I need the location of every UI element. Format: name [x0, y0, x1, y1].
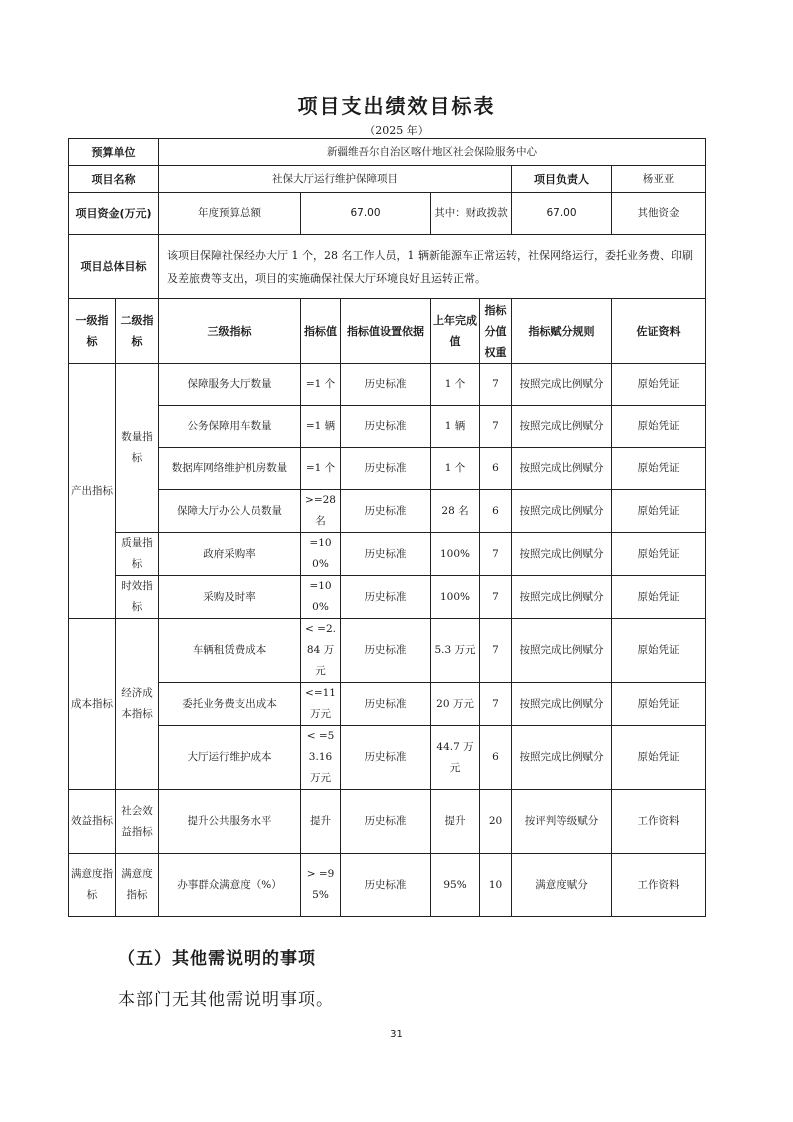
indicator-name: 数据库网络维护机房数量	[159, 448, 301, 490]
indicator-prev: 1 个	[431, 448, 480, 490]
col-weight: 指标分值权重	[480, 299, 512, 364]
indicator-evidence: 工作资料	[612, 854, 706, 917]
unit-value: 新疆维吾尔自治区喀什地区社会保险服务中心	[159, 139, 706, 166]
col-basis: 指标值设置依据	[341, 299, 431, 364]
project-row	[69, 166, 706, 193]
indicator-prev: 100%	[431, 576, 480, 619]
indicator-rule: 按照完成比例赋分	[512, 533, 612, 576]
indicator-evidence: 原始凭证	[612, 533, 706, 576]
fund-label: 项目资金(万元)	[69, 193, 159, 235]
col-level2: 二级指标	[116, 299, 159, 364]
indicator-rule: 按照完成比例赋分	[512, 683, 612, 726]
indicator-prev: 100%	[431, 533, 480, 576]
indicator-value: =100%	[301, 533, 341, 576]
fiscal-value: 67.00	[512, 193, 612, 235]
col-evidence: 佐证资料	[612, 299, 706, 364]
indicator-prev: 95%	[431, 854, 480, 917]
col-prev: 上年完成值	[431, 299, 480, 364]
indicator-name: 采购及时率	[159, 576, 301, 619]
level2-satisfaction: 满意度指标	[116, 854, 159, 917]
indicator-evidence: 原始凭证	[612, 619, 706, 683]
indicator-evidence: 工作资料	[612, 790, 706, 854]
indicator-weight: 7	[480, 683, 512, 726]
indicator-evidence: 原始凭证	[612, 448, 706, 490]
indicator-weight: 7	[480, 406, 512, 448]
level2-economic-cost: 经济成本指标	[116, 619, 159, 790]
indicator-basis: 历史标准	[341, 533, 431, 576]
indicator-rule: 按照完成比例赋分	[512, 448, 612, 490]
table-row	[69, 790, 706, 854]
fiscal-label: 其中：财政拨款	[431, 193, 512, 235]
indicator-basis: 历史标准	[341, 854, 431, 917]
annual-value: 67.00	[301, 193, 431, 235]
goal-value: 该项目保障社保经办大厅 1 个，28 名工作人员，1 辆新能源车正常运转，社保网络运行，委托业务费、印刷及差旅费等支出，项目的实施确保社保大厅环境良好且运转正常。	[159, 235, 706, 299]
indicator-basis: 历史标准	[341, 490, 431, 533]
leader-value: 杨亚亚	[612, 166, 706, 193]
indicator-rule: 按照完成比例赋分	[512, 619, 612, 683]
indicator-value: >=28 名	[301, 490, 341, 533]
level2-quality: 质量指标	[116, 533, 159, 576]
indicator-weight: 20	[480, 790, 512, 854]
indicator-value: > =95%	[301, 854, 341, 917]
performance-goal-table	[68, 138, 706, 917]
indicator-prev: 1 个	[431, 364, 480, 406]
indicator-prev: 提升	[431, 790, 480, 854]
indicator-rule: 按照完成比例赋分	[512, 726, 612, 790]
indicator-rule: 满意度赋分	[512, 854, 612, 917]
project-label: 项目名称	[69, 166, 159, 193]
table-row	[69, 533, 706, 576]
indicator-prev: 20 万元	[431, 683, 480, 726]
indicator-basis: 历史标准	[341, 576, 431, 619]
indicator-value: =1 个	[301, 448, 341, 490]
indicator-evidence: 原始凭证	[612, 683, 706, 726]
indicator-basis: 历史标准	[341, 448, 431, 490]
indicator-basis: 历史标准	[341, 683, 431, 726]
table-row	[69, 576, 706, 619]
level1-satisfaction: 满意度指标	[69, 854, 116, 917]
indicator-basis: 历史标准	[341, 406, 431, 448]
indicator-prev: 44.7 万元	[431, 726, 480, 790]
indicator-basis: 历史标准	[341, 364, 431, 406]
indicator-rule: 按照完成比例赋分	[512, 364, 612, 406]
col-value: 指标值	[301, 299, 341, 364]
indicator-rule: 按照完成比例赋分	[512, 576, 612, 619]
indicator-evidence: 原始凭证	[612, 726, 706, 790]
table-row	[69, 406, 706, 448]
col-rule: 指标赋分规则	[512, 299, 612, 364]
indicator-value: =1 个	[301, 364, 341, 406]
page-title: 项目支出绩效目标表	[297, 94, 496, 118]
indicator-basis: 历史标准	[341, 790, 431, 854]
indicator-name: 保障大厅办公人员数量	[159, 490, 301, 533]
indicator-weight: 7	[480, 576, 512, 619]
section-text: 本部门无其他需说明事项。	[118, 990, 334, 1010]
column-header-row	[69, 299, 706, 364]
indicator-value: <=11 万元	[301, 683, 341, 726]
indicator-evidence: 原始凭证	[612, 364, 706, 406]
section-heading: （五）其他需说明的事项	[118, 949, 316, 969]
indicator-value: 提升	[301, 790, 341, 854]
indicator-weight: 10	[480, 854, 512, 917]
indicator-basis: 历史标准	[341, 726, 431, 790]
indicator-name: 公务保障用车数量	[159, 406, 301, 448]
other-label: 其他资金	[612, 193, 706, 235]
table-row	[69, 619, 706, 683]
col-level1: 一级指标	[69, 299, 116, 364]
indicator-prev: 1 辆	[431, 406, 480, 448]
indicator-rule: 按照完成比例赋分	[512, 490, 612, 533]
level2-quantity: 数量指标	[116, 364, 159, 533]
indicator-value: =1 辆	[301, 406, 341, 448]
level1-output: 产出指标	[69, 364, 116, 619]
indicator-name: 政府采购率	[159, 533, 301, 576]
indicator-value: < =53.16 万元	[301, 726, 341, 790]
indicator-value: < =2.84 万元	[301, 619, 341, 683]
indicator-name: 委托业务费支出成本	[159, 683, 301, 726]
level1-benefit: 效益指标	[69, 790, 116, 854]
level1-cost: 成本指标	[69, 619, 116, 790]
indicator-name: 大厅运行维护成本	[159, 726, 301, 790]
table-row	[69, 364, 706, 406]
indicator-weight: 7	[480, 364, 512, 406]
annual-label: 年度预算总额	[159, 193, 301, 235]
indicator-name: 办事群众满意度（%）	[159, 854, 301, 917]
table-row	[69, 490, 706, 533]
table-row	[69, 854, 706, 917]
indicator-weight: 6	[480, 448, 512, 490]
indicator-name: 保障服务大厅数量	[159, 364, 301, 406]
page-number: 31	[390, 1029, 403, 1040]
indicator-weight: 6	[480, 726, 512, 790]
level2-social-benefit: 社会效益指标	[116, 790, 159, 854]
col-level3: 三级指标	[159, 299, 301, 364]
table-row	[69, 448, 706, 490]
indicator-name: 提升公共服务水平	[159, 790, 301, 854]
table-row	[69, 683, 706, 726]
leader-label: 项目负责人	[512, 166, 612, 193]
indicator-rule: 按照完成比例赋分	[512, 406, 612, 448]
goal-label: 项目总体目标	[69, 235, 159, 299]
level2-timeliness: 时效指标	[116, 576, 159, 619]
indicator-weight: 6	[480, 490, 512, 533]
indicator-evidence: 原始凭证	[612, 576, 706, 619]
indicator-value: =100%	[301, 576, 341, 619]
indicator-evidence: 原始凭证	[612, 490, 706, 533]
indicator-evidence: 原始凭证	[612, 406, 706, 448]
indicator-rule: 按评判等级赋分	[512, 790, 612, 854]
indicator-name: 车辆租赁费成本	[159, 619, 301, 683]
project-value: 社保大厅运行维护保障项目	[159, 166, 512, 193]
table-year: （2025 年）	[364, 124, 429, 137]
indicator-weight: 7	[480, 619, 512, 683]
unit-row	[69, 139, 706, 166]
table-row	[69, 726, 706, 790]
indicator-basis: 历史标准	[341, 619, 431, 683]
indicator-weight: 7	[480, 533, 512, 576]
indicator-prev: 5.3 万元	[431, 619, 480, 683]
unit-label: 预算单位	[69, 139, 159, 166]
goal-row	[69, 235, 706, 299]
indicator-prev: 28 名	[431, 490, 480, 533]
fund-row	[69, 193, 706, 235]
